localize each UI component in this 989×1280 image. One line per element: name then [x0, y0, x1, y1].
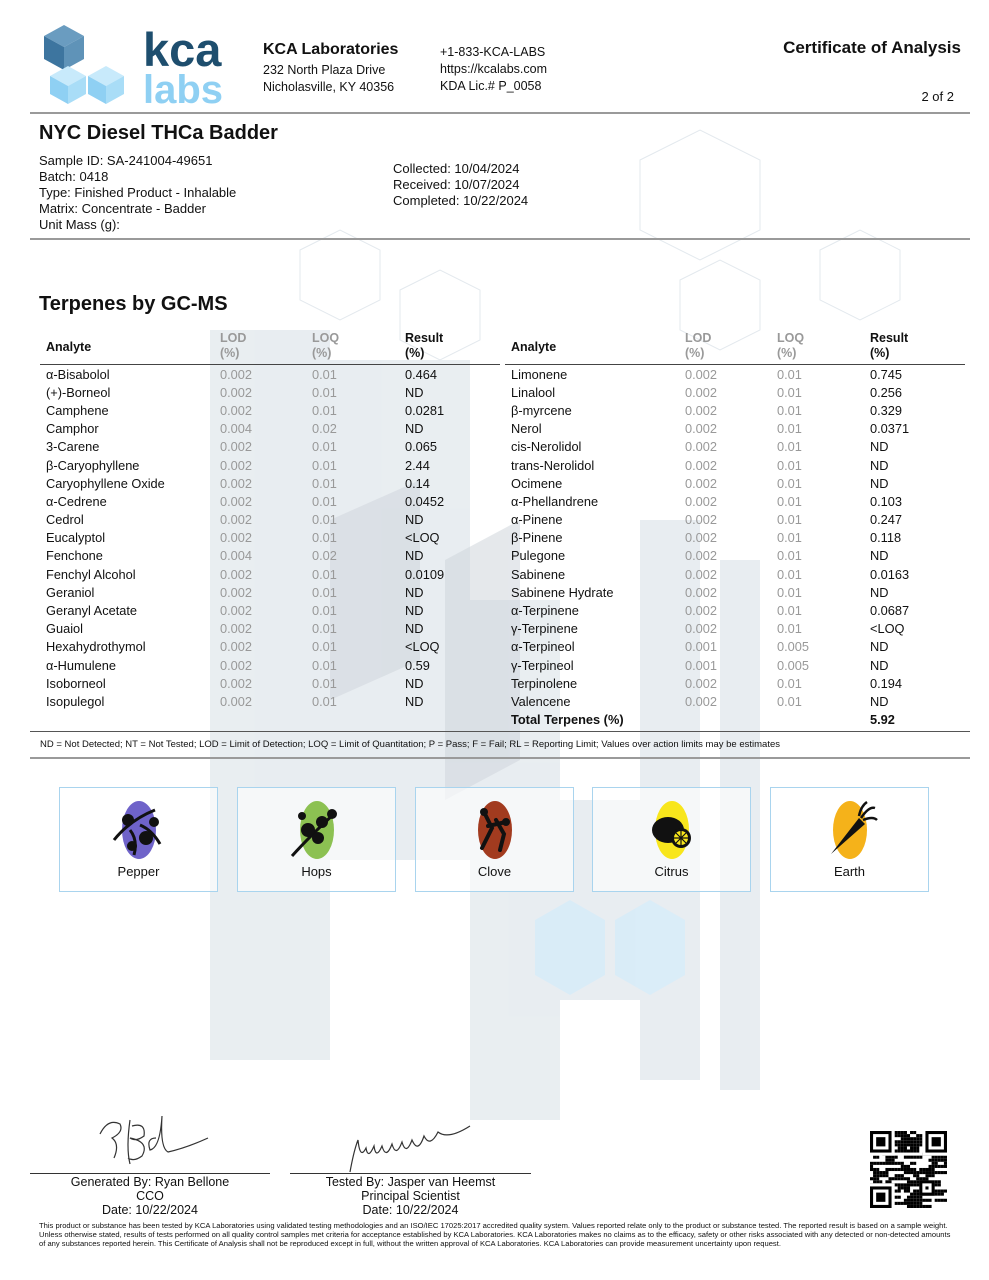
table-row	[505, 692, 965, 710]
cell-analyte: Caryophyllene Oxide	[46, 475, 165, 491]
cell-analyte: (+)-Borneol	[46, 384, 111, 400]
logo-cubes	[44, 25, 124, 104]
cell-lod: 0.002	[685, 457, 718, 473]
cell-loq: 0.01	[312, 402, 337, 418]
cell-lod: 0.002	[685, 584, 718, 600]
cell-analyte: α-Phellandrene	[511, 493, 599, 509]
cell-result: <LOQ	[870, 621, 905, 637]
cell-loq: 0.01	[312, 530, 337, 546]
cell-loq: 0.01	[777, 493, 802, 509]
cell-lod: 0.004	[220, 421, 253, 437]
table-row	[40, 601, 500, 619]
table-row	[40, 583, 500, 601]
sample-type: Type: Finished Product - Inhalable	[39, 185, 237, 200]
aroma-card-hops	[237, 787, 396, 892]
cell-loq: 0.01	[777, 421, 802, 437]
cell-analyte: Camphor	[46, 421, 99, 437]
cell-loq: 0.01	[777, 566, 802, 582]
cell-result: ND	[870, 693, 889, 709]
cell-lod: 0.002	[685, 475, 718, 491]
signature-ryan-bellone	[90, 1108, 210, 1170]
table-row	[40, 656, 500, 674]
cell-lod: 0.002	[685, 530, 718, 546]
cell-result: ND	[405, 621, 424, 637]
aroma-label: Earth	[833, 864, 866, 879]
table-row	[505, 620, 965, 638]
cell-loq: 0.01	[777, 475, 802, 491]
cell-analyte: γ-Terpinene	[511, 621, 578, 637]
table-row	[505, 547, 965, 565]
cell-loq: 0.005	[777, 657, 810, 673]
cell-lod: 0.002	[685, 384, 718, 400]
cell-lod: 0.002	[220, 621, 253, 637]
cell-analyte: Isoborneol	[46, 675, 106, 691]
signature-jasper-van-heemst	[348, 1120, 478, 1176]
lab-website[interactable]: https://kcalabs.com	[440, 62, 547, 76]
cell-loq: 0.005	[777, 639, 810, 655]
terpenes-table-left	[40, 332, 500, 711]
cell-result: ND	[870, 457, 889, 473]
cell-lod: 0.002	[220, 402, 253, 418]
cell-result: 0.103	[870, 493, 903, 509]
aroma-label: Citrus	[654, 864, 689, 879]
cell-lod: 0.002	[220, 675, 253, 691]
collected-date: Collected: 10/04/2024	[393, 161, 520, 176]
header-lod: LOD (%)	[220, 331, 247, 360]
pepper-icon	[110, 800, 168, 860]
cell-loq: 0.01	[312, 675, 337, 691]
cell-analyte: Hexahydrothymol	[46, 639, 146, 655]
table-row	[40, 511, 500, 529]
cell-result: ND	[405, 675, 424, 691]
table-row	[40, 456, 500, 474]
tested-by-title: Principal Scientist	[361, 1189, 460, 1203]
cell-lod: 0.002	[685, 675, 718, 691]
cell-analyte: Terpinolene	[511, 675, 578, 691]
cell-lod: 0.002	[220, 366, 253, 382]
cell-lod: 0.002	[685, 512, 718, 528]
aroma-card-citrus	[592, 787, 751, 892]
cell-loq: 0.01	[777, 439, 802, 455]
cell-loq: 0.01	[312, 603, 337, 619]
cell-result: 0.0109	[405, 566, 445, 582]
cell-lod: 0.002	[685, 402, 718, 418]
cell-lod: 0.002	[685, 493, 718, 509]
cell-result: 0.0687	[870, 603, 910, 619]
cell-loq: 0.01	[312, 584, 337, 600]
table-body-left	[40, 365, 500, 711]
cell-lod: 0.002	[220, 493, 253, 509]
sample-id: Sample ID: SA-241004-49651	[39, 153, 213, 168]
cell-result: 0.329	[870, 402, 903, 418]
cell-analyte: cis-Nerolidol	[511, 439, 582, 455]
cell-lod: 0.002	[220, 512, 253, 528]
sample-matrix: Matrix: Concentrate - Badder	[39, 201, 206, 216]
table-row	[40, 674, 500, 692]
lab-address-line1: 232 North Plaza Drive	[263, 63, 386, 77]
table-row	[505, 492, 965, 510]
cell-result: ND	[870, 657, 889, 673]
cell-analyte: α-Cedrene	[46, 493, 107, 509]
table-row	[40, 565, 500, 583]
terpenes-table-right	[505, 332, 965, 729]
table-row	[40, 474, 500, 492]
header-lod: LOD (%)	[685, 331, 712, 360]
cell-loq: 0.01	[777, 530, 802, 546]
cell-analyte: Valencene	[511, 693, 571, 709]
table-row	[505, 365, 965, 383]
table-row	[505, 601, 965, 619]
cell-analyte: Camphene	[46, 402, 109, 418]
cell-result: 0.247	[870, 512, 903, 528]
aroma-label: Clove	[477, 864, 512, 879]
generated-by-title: CCO	[136, 1189, 164, 1203]
table-row	[505, 438, 965, 456]
lab-phone: +1-833-KCA-LABS	[440, 45, 546, 59]
cell-lod: 0.002	[685, 366, 718, 382]
aroma-card-clove	[415, 787, 574, 892]
cell-analyte: Fenchyl Alcohol	[46, 566, 136, 582]
table-row	[505, 474, 965, 492]
cell-lod: 0.002	[220, 530, 253, 546]
cell-analyte: Pulegone	[511, 548, 566, 564]
table-row	[505, 456, 965, 474]
cell-result: <LOQ	[405, 530, 440, 546]
cell-analyte: Geraniol	[46, 584, 95, 600]
cell-result: 0.0281	[405, 402, 445, 418]
cell-result: <LOQ	[405, 639, 440, 655]
cell-lod: 0.002	[220, 475, 253, 491]
aroma-card-pepper	[59, 787, 218, 892]
cell-result: ND	[405, 512, 424, 528]
cell-result: ND	[870, 475, 889, 491]
cell-lod: 0.002	[220, 439, 253, 455]
table-body-right	[505, 365, 965, 711]
signature-line-tested	[290, 1173, 531, 1174]
clove-icon	[466, 800, 524, 860]
table-row	[40, 692, 500, 710]
sample-divider	[30, 238, 970, 240]
cell-loq: 0.01	[312, 384, 337, 400]
cell-lod: 0.002	[685, 621, 718, 637]
cell-loq: 0.01	[312, 366, 337, 382]
cell-result: 0.0163	[870, 566, 910, 582]
cell-lod: 0.004	[220, 548, 253, 564]
table-row	[505, 674, 965, 692]
table-row	[505, 511, 965, 529]
cell-loq: 0.01	[777, 584, 802, 600]
cell-result: 0.0371	[870, 421, 910, 437]
tested-by-name: Tested By: Jasper van Heemst	[325, 1175, 496, 1189]
cell-result: ND	[405, 693, 424, 709]
sample-dates-block	[393, 161, 528, 209]
cell-lod: 0.002	[220, 693, 253, 709]
table-row	[505, 383, 965, 401]
cell-result: ND	[870, 584, 889, 600]
generated-by-block	[30, 1175, 270, 1217]
total-terpenes-row	[505, 711, 965, 729]
table-row	[40, 620, 500, 638]
cell-analyte: α-Pinene	[511, 512, 563, 528]
cell-loq: 0.01	[312, 693, 337, 709]
table-row	[505, 638, 965, 656]
cell-analyte: β-myrcene	[511, 402, 572, 418]
cell-analyte: Geranyl Acetate	[46, 603, 138, 619]
lab-license: KDA Lic.# P_0058	[440, 79, 542, 93]
cell-lod: 0.001	[685, 657, 718, 673]
table-row	[505, 565, 965, 583]
table-row	[505, 583, 965, 601]
table-row	[40, 438, 500, 456]
header-result: Result (%)	[405, 331, 444, 360]
document-title: Certificate of Analysis	[783, 38, 961, 57]
cell-result: 0.14	[405, 475, 430, 491]
header-result: Result (%)	[870, 331, 909, 360]
table-row	[40, 638, 500, 656]
cell-lod: 0.001	[685, 639, 718, 655]
aroma-label: Hops	[301, 864, 332, 879]
cell-analyte: Fenchone	[46, 548, 103, 564]
generated-by-date: Date: 10/22/2024	[102, 1203, 198, 1217]
header-analyte: Analyte	[511, 339, 557, 354]
cell-analyte: Sabinene Hydrate	[511, 584, 614, 600]
sample-unit-mass: Unit Mass (g):	[39, 217, 120, 232]
cell-lod: 0.002	[220, 657, 253, 673]
tested-by-block	[290, 1175, 531, 1217]
cell-loq: 0.01	[312, 566, 337, 582]
cell-lod: 0.002	[220, 639, 253, 655]
table-row	[505, 420, 965, 438]
total-terpenes-label: Total Terpenes (%)	[511, 712, 624, 728]
cell-loq: 0.02	[312, 548, 337, 564]
sample-info-block	[39, 153, 236, 233]
header-analyte: Analyte	[46, 339, 92, 354]
aroma-label: Pepper	[117, 864, 160, 879]
cell-result: 2.44	[405, 457, 430, 473]
cell-loq: 0.01	[312, 475, 337, 491]
table-row	[505, 401, 965, 419]
cell-analyte: trans-Nerolidol	[511, 457, 595, 473]
cell-lod: 0.002	[220, 384, 253, 400]
cell-analyte: α-Humulene	[46, 657, 116, 673]
qr-code[interactable]	[870, 1131, 947, 1208]
logo-text-labs: labs	[143, 68, 224, 106]
cell-analyte: β-Pinene	[511, 530, 563, 546]
cell-result: 0.59	[405, 657, 430, 673]
cell-loq: 0.01	[312, 621, 337, 637]
table-row	[40, 529, 500, 547]
table-row	[505, 656, 965, 674]
cell-lod: 0.002	[220, 603, 253, 619]
cell-lod: 0.002	[220, 566, 253, 582]
cell-result: ND	[870, 548, 889, 564]
cell-analyte: Guaiol	[46, 621, 83, 637]
cell-analyte: Cedrol	[46, 512, 84, 528]
terpenes-section-title: Terpenes by GC-MS	[39, 293, 228, 315]
lab-contact-block	[440, 44, 547, 95]
total-terpenes-value: 5.92	[870, 712, 895, 728]
cell-result: ND	[870, 639, 889, 655]
header-loq: LOQ (%)	[312, 331, 340, 360]
aroma-card-earth	[770, 787, 929, 892]
cell-analyte: Linalool	[511, 384, 556, 400]
table-header	[505, 332, 965, 365]
cell-result: 0.065	[405, 439, 438, 455]
cell-analyte: α-Terpinene	[511, 603, 579, 619]
cell-result: ND	[870, 439, 889, 455]
page-number: 2 of 2	[921, 89, 954, 104]
footnote-divider	[30, 757, 970, 759]
table-row	[40, 492, 500, 510]
cell-loq: 0.01	[312, 657, 337, 673]
cell-loq: 0.01	[777, 402, 802, 418]
cell-loq: 0.01	[312, 512, 337, 528]
cell-loq: 0.01	[777, 384, 802, 400]
logo-text-kca: kca	[143, 24, 222, 76]
cell-analyte: Eucalyptol	[46, 530, 106, 546]
cell-analyte: γ-Terpineol	[511, 657, 574, 673]
product-name: NYC Diesel THCa Badder	[39, 122, 278, 144]
received-date: Received: 10/07/2024	[393, 177, 520, 192]
cell-lod: 0.002	[685, 603, 718, 619]
cell-result: ND	[405, 603, 424, 619]
cell-analyte: Sabinene	[511, 566, 566, 582]
earth-icon	[821, 800, 879, 860]
cell-lod: 0.002	[685, 566, 718, 582]
cell-loq: 0.02	[312, 421, 337, 437]
cell-loq: 0.01	[777, 548, 802, 564]
cell-result: ND	[405, 548, 424, 564]
cell-analyte: Ocimene	[511, 475, 563, 491]
cell-loq: 0.01	[312, 457, 337, 473]
table-row	[40, 420, 500, 438]
cell-loq: 0.01	[777, 603, 802, 619]
kca-labs-logo	[26, 24, 238, 106]
cell-analyte: 3-Carene	[46, 439, 100, 455]
table-bottom-rule	[30, 731, 970, 732]
cell-analyte: Isopulegol	[46, 693, 105, 709]
cell-lod: 0.002	[220, 584, 253, 600]
lab-name: KCA Laboratories	[263, 41, 399, 58]
cell-result: 0.745	[870, 366, 903, 382]
cell-analyte: Nerol	[511, 421, 542, 437]
cell-analyte: Limonene	[511, 366, 568, 382]
cell-loq: 0.01	[777, 512, 802, 528]
completed-date: Completed: 10/22/2024	[393, 193, 529, 208]
table-row	[40, 401, 500, 419]
cell-lod: 0.002	[220, 457, 253, 473]
cell-lod: 0.002	[685, 693, 718, 709]
hops-icon	[288, 800, 346, 860]
table-row	[505, 529, 965, 547]
table-row	[40, 365, 500, 383]
header-divider	[30, 112, 970, 114]
cell-result: ND	[405, 584, 424, 600]
cell-loq: 0.01	[777, 457, 802, 473]
cell-analyte: α-Terpineol	[511, 639, 575, 655]
sample-batch: Batch: 0418	[39, 169, 109, 184]
cell-lod: 0.002	[685, 548, 718, 564]
cell-result: 0.194	[870, 675, 903, 691]
cell-lod: 0.002	[685, 439, 718, 455]
legal-disclaimer: This product or substance has been tested by KCA Laboratories using validated testing methodologies and an ISO/IEC 17025:2017 accredited quality system. Values reported relate only to the product or substance tested. The reported result is based on a sample weight. Unless otherwise stated, results of tests performed on all quality control samples met criteria for acceptance established by KCA Laboratories. KCA Laboratories makes no claims as to the efficacy, safety or other risks associated with any detected or non-detected amounts of any substances reported herein. This Certificate of Analysis shall not be reproduced except in full, without the written approval of KCA Laboratories. KCA Laboratories can provide measurement uncertainty upon request.	[39, 1221, 951, 1249]
cell-result: 0.118	[870, 530, 902, 546]
header-loq: LOQ (%)	[777, 331, 805, 360]
cell-loq: 0.01	[777, 621, 802, 637]
cell-lod: 0.002	[685, 421, 718, 437]
citrus-icon	[643, 800, 701, 860]
generated-by-name: Generated By: Ryan Bellone	[70, 1175, 230, 1189]
table-header	[40, 332, 500, 365]
abbreviations-footnote: ND = Not Detected; NT = Not Tested; LOD = Limit of Detection; LOQ = Limit of Quantitation; P = Pass; F = Fail; RL = Reporting Limit; Values over action limits may be estimates	[40, 739, 781, 750]
cell-loq: 0.01	[777, 366, 802, 382]
cell-result: 0.464	[405, 366, 438, 382]
signature-line-generated	[30, 1173, 270, 1174]
table-row	[40, 547, 500, 565]
cell-result: ND	[405, 384, 424, 400]
cell-result: 0.0452	[405, 493, 445, 509]
cell-result: ND	[405, 421, 424, 437]
cell-loq: 0.01	[777, 693, 802, 709]
cell-loq: 0.01	[777, 675, 802, 691]
table-row	[40, 383, 500, 401]
cell-loq: 0.01	[312, 639, 337, 655]
lab-address-block	[263, 40, 398, 96]
cell-analyte: α-Bisabolol	[46, 366, 110, 382]
lab-address-line2: Nicholasville, KY 40356	[263, 80, 395, 94]
cell-result: 0.256	[870, 384, 903, 400]
tested-by-date: Date: 10/22/2024	[362, 1203, 459, 1217]
cell-loq: 0.01	[312, 493, 337, 509]
cell-loq: 0.01	[312, 439, 337, 455]
cell-analyte: β-Caryophyllene	[46, 457, 140, 473]
